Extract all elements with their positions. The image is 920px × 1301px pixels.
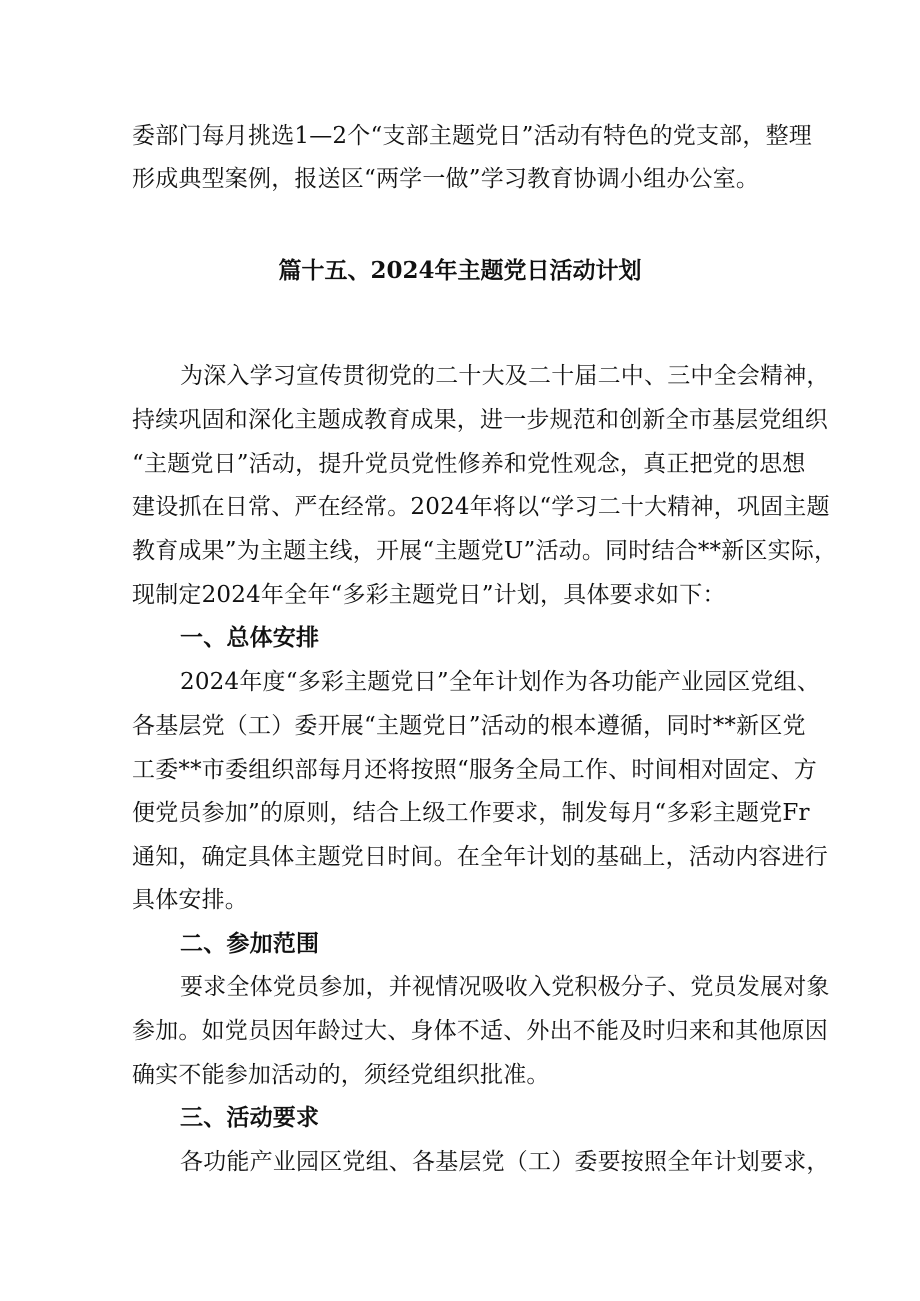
section1-line: 便党员参加”的原则，结合上级工作要求，制发每月“多彩主题党Fr <box>132 800 810 826</box>
section1-line: 各基层党（工）委开展“主题党日”活动的根本遵循，同时**新区党 <box>132 713 806 739</box>
preface-line: 教育成果”为主题主线，开展“主题党U”活动。同时结合**新区实际， <box>132 538 838 564</box>
section2-line: 参加。如党员因年龄过大、身体不适、外出不能及时归来和其他原因 <box>132 1018 828 1044</box>
preface-line: 持续巩固和深化主题成教育成果，进一步规范和创新全市基层党组织 <box>132 407 828 433</box>
section1-line: 工委**市委组织部每月还将按照“服务全局工作、时间相对固定、方 <box>132 757 817 783</box>
preface-line: 为深入学习宣传贯彻党的二十大及二十届二中、三中全会精神， <box>180 363 830 389</box>
preface-line: 建设抓在日常、严在经常。2024年将以“学习二十大精神，巩固主题 <box>132 494 830 520</box>
section-heading-scope: 二、参加范围 <box>180 930 320 957</box>
section1-line: 2024年度“多彩主题党日”全年计划作为各功能产业园区党组、 <box>180 669 821 695</box>
section2-line: 确实不能参加活动的，须经党组织批准。 <box>132 1062 550 1088</box>
section2-line: 要求全体党员参加，并视情况吸收入党积极分子、党员发展对象 <box>180 974 830 1000</box>
section3-line: 各功能产业园区党组、各基层党（工）委要按照全年计划要求， <box>180 1149 830 1175</box>
preface-line: 现制定2024年全年“多彩主题党日”计划，具体要求如下： <box>132 582 726 608</box>
section-heading-requirements: 三、活动要求 <box>180 1104 320 1131</box>
section1-line: 通知，确定具体主题党日时间。在全年计划的基础上，活动内容进行 <box>132 844 828 870</box>
intro-line: 形成典型案例，报送区“两学一做”学习教育协调小组办公室。 <box>132 166 760 192</box>
preface-line: “主题党日”活动，提升党员党性修养和党性观念，真正把党的思想 <box>132 451 806 477</box>
section1-line: 具体安排。 <box>132 887 248 913</box>
intro-line: 委部门每月挑选1—2个“支部主题党日”活动有特色的党支部，整理 <box>132 123 812 149</box>
section-heading-overall: 一、总体安排 <box>180 624 320 651</box>
document-title: 篇十五、2024年主题党日活动计划 <box>278 257 642 284</box>
